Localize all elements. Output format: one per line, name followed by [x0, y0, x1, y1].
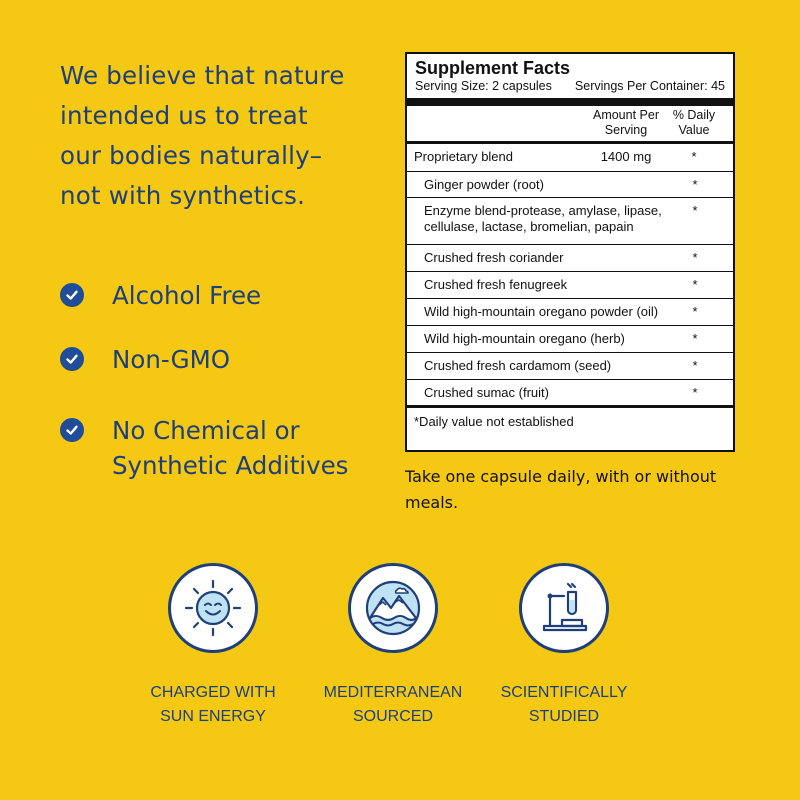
ingredient-dv: * [692, 277, 698, 292]
ingredient-name: Enzyme blend-protease, amylase, lipase, cellulase, lactase, bromelian, papain [424, 203, 662, 234]
ingredient-name: Crushed fresh cardamom (seed) [424, 358, 612, 373]
facts-footnote: *Daily value not established [414, 414, 574, 429]
amount-header: Amount Per Serving [592, 108, 659, 137]
badge-label: SCIENTIFICALLY [500, 684, 628, 701]
badge-circle [168, 563, 258, 653]
feature-label: Alcohol Free [112, 281, 262, 310]
servings-per-container: Servings Per Container: 45 [574, 79, 725, 93]
headline [60, 56, 380, 216]
ingredient-dv: * [692, 304, 698, 319]
ingredient-name: Wild high-mountain oregano powder (oil) [424, 304, 659, 319]
ingredient-name: Ginger powder (root) [424, 177, 544, 192]
facts-row [407, 172, 733, 198]
facts-title: Supplement Facts [415, 58, 571, 78]
ingredient-dv: * [692, 177, 698, 192]
feature-non-gmo [60, 342, 230, 377]
feature-label: No Chemical or [112, 416, 300, 445]
facts-row [407, 380, 733, 408]
badge-label: SUN ENERGY [160, 708, 266, 725]
facts-row [407, 272, 733, 299]
smiling-sun-icon [182, 577, 244, 639]
badge-circle [519, 563, 609, 653]
badge-circle [348, 563, 438, 653]
ingredient-dv: * [692, 203, 698, 218]
serving-info [407, 78, 733, 106]
ingredient-dv: * [691, 149, 697, 164]
ingredient-amount: 1400 mg [600, 149, 652, 164]
check-circle-icon [60, 283, 84, 307]
ingredient-name: Crushed fresh coriander [424, 250, 564, 265]
badge-label: SOURCED [352, 708, 433, 725]
feature-label: Synthetic Additives [112, 451, 349, 480]
supplement-facts-panel [405, 52, 735, 452]
headline-line: our bodies naturally– [60, 141, 323, 170]
headline-line: not with synthetics. [60, 181, 306, 210]
badge-scientific [494, 563, 634, 729]
ingredient-name: Crushed sumac (fruit) [424, 385, 549, 400]
facts-row [407, 326, 733, 353]
check-circle-icon [60, 418, 84, 442]
badge-mediterranean [318, 563, 468, 729]
ingredient-dv: * [692, 331, 698, 346]
facts-column-header [407, 106, 733, 144]
feature-label: Non-GMO [112, 345, 230, 374]
feature-alcohol-free [60, 278, 261, 313]
check-circle-icon [60, 347, 84, 371]
serving-size: Serving Size: 2 capsules [415, 79, 552, 93]
directions-text: Take one capsule daily, with or without meals. [405, 467, 717, 512]
lab-test-tube-icon [534, 578, 594, 638]
ingredient-dv: * [692, 385, 698, 400]
ingredient-name: Crushed fresh fenugreek [424, 277, 568, 292]
daily-value-header: % Daily Value [672, 108, 716, 137]
badge-sun-energy [148, 563, 278, 729]
facts-row-proprietary-blend [407, 144, 733, 172]
badge-label: STUDIED [528, 708, 600, 725]
facts-row [407, 353, 733, 380]
ingredient-name: Proprietary blend [414, 149, 513, 164]
facts-row [407, 299, 733, 326]
facts-row [407, 198, 733, 245]
headline-line: We believe that nature [60, 61, 345, 90]
headline-line: intended us to treat [60, 101, 308, 130]
badge-label: CHARGED WITH [150, 684, 276, 701]
feature-no-chemical [60, 413, 348, 483]
mountains-icon [361, 576, 425, 640]
ingredient-dv: * [692, 358, 698, 373]
facts-row [407, 245, 733, 272]
ingredient-name: Wild high-mountain oregano (herb) [424, 331, 625, 346]
badge-label: MEDITERRANEAN [323, 684, 463, 701]
ingredient-dv: * [692, 250, 698, 265]
